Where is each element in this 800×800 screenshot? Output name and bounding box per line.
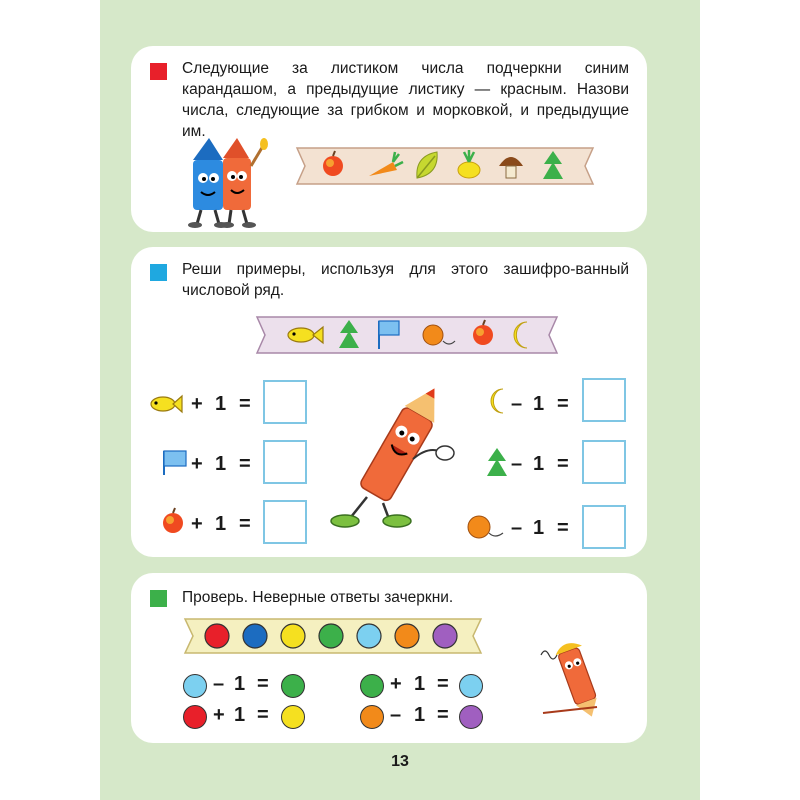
task-2-sequence-strip xyxy=(257,315,557,355)
answer-box[interactable] xyxy=(263,380,307,424)
equals-sign: = xyxy=(557,453,569,475)
running-pencil-illustration xyxy=(537,633,617,719)
plus-sign: + xyxy=(191,393,203,415)
fish-icon xyxy=(149,392,183,416)
number-one: 1 xyxy=(215,513,227,535)
color-circle xyxy=(281,705,305,729)
task-3-text: Проверь. Неверные ответы зачеркни. xyxy=(182,589,454,606)
minus-sign: – xyxy=(390,704,402,726)
answer-box[interactable] xyxy=(263,500,307,544)
number-one: 1 xyxy=(414,704,426,726)
ball-icon xyxy=(467,513,507,541)
equals-sign: = xyxy=(437,673,449,695)
color-circle xyxy=(281,674,305,698)
apple-icon xyxy=(159,507,187,535)
workbook-page xyxy=(100,0,700,800)
task-3-card xyxy=(131,573,647,743)
number-one: 1 xyxy=(414,673,426,695)
equals-sign: = xyxy=(257,673,269,695)
equals-sign: = xyxy=(257,704,269,726)
crayons-characters-illustration xyxy=(179,138,271,228)
answer-box[interactable] xyxy=(582,378,626,422)
equals-sign: = xyxy=(437,704,449,726)
task-1-card xyxy=(131,46,647,232)
color-circle xyxy=(360,705,384,729)
task-1-marker-red xyxy=(150,63,167,80)
moon-icon xyxy=(487,387,511,415)
plus-sign: + xyxy=(191,453,203,475)
number-one: 1 xyxy=(533,393,545,415)
plus-sign: + xyxy=(191,513,203,535)
flag-icon xyxy=(161,449,189,477)
color-circle xyxy=(360,674,384,698)
tree-icon xyxy=(485,447,509,477)
sequence-color-circle xyxy=(319,624,343,648)
number-one: 1 xyxy=(533,453,545,475)
equals-sign: = xyxy=(239,453,251,475)
equals-sign: = xyxy=(239,393,251,415)
number-one: 1 xyxy=(234,673,246,695)
equals-sign: = xyxy=(239,513,251,535)
answer-box[interactable] xyxy=(263,440,307,484)
color-circle xyxy=(183,705,207,729)
color-circle xyxy=(459,705,483,729)
number-one: 1 xyxy=(533,517,545,539)
answer-box[interactable] xyxy=(582,505,626,549)
page-number: 13 xyxy=(391,753,409,770)
sequence-color-circle xyxy=(281,624,305,648)
answer-box[interactable] xyxy=(582,440,626,484)
equals-sign: = xyxy=(557,517,569,539)
number-one: 1 xyxy=(215,453,227,475)
minus-sign: – xyxy=(511,517,523,539)
task-3-marker-green xyxy=(150,590,167,607)
sequence-color-circle xyxy=(433,624,457,648)
sequence-color-circle xyxy=(243,624,267,648)
task-1-text: Следующие за листиком числа подчеркни синим карандашом, а предыдущие листику — красным. Назови числа, следующие за грибком и морковкой, и предыдущие им. xyxy=(182,60,629,140)
minus-sign: – xyxy=(511,453,523,475)
task-3-color-sequence-strip xyxy=(185,617,481,655)
task-2-card xyxy=(131,247,647,557)
task-2-text: Реши примеры, используя для этого зашифро-ванный числовой ряд. xyxy=(182,261,629,299)
sequence-color-circle xyxy=(395,624,419,648)
color-circle xyxy=(183,674,207,698)
plus-sign: + xyxy=(390,673,402,695)
pencil-character-illustration xyxy=(317,387,467,537)
color-circle xyxy=(459,674,483,698)
number-one: 1 xyxy=(234,704,246,726)
sequence-color-circle xyxy=(205,624,229,648)
equals-sign: = xyxy=(557,393,569,415)
number-one: 1 xyxy=(215,393,227,415)
minus-sign: – xyxy=(511,393,523,415)
minus-sign: – xyxy=(213,673,225,695)
plus-sign: + xyxy=(213,704,225,726)
sequence-color-circle xyxy=(357,624,381,648)
task-1-sequence-strip xyxy=(297,146,593,186)
task-2-marker-blue xyxy=(150,264,167,281)
